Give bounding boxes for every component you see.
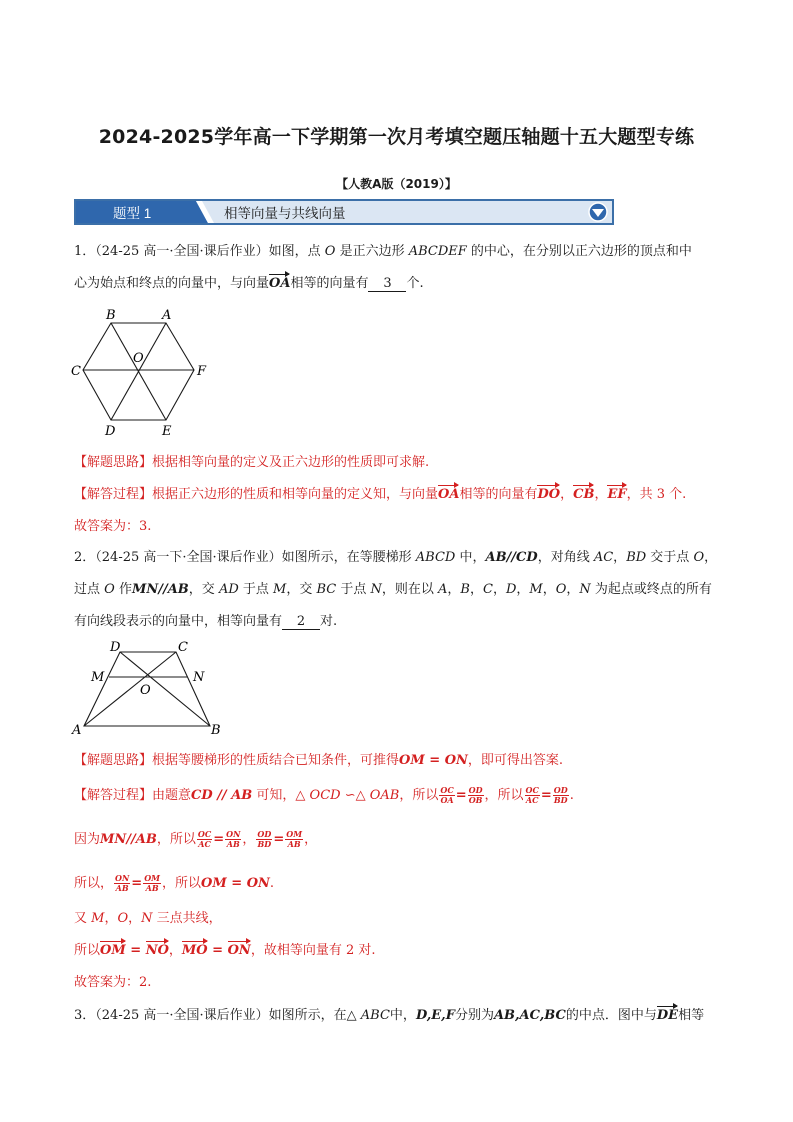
document-title: 2024-2025学年高一下学期第一次月考填空题压轴题十五大题型专练 [98, 126, 695, 148]
q2-line2: 过点 O 作MN//AB，交 AD 于点 M，交 BC 于点 N，则在以 A，B，C，D，M，O，N 为起点或终点的所有 [74, 582, 712, 597]
label-e: E [162, 424, 172, 439]
q2-step5: 所以OM = NO，MO = ON，故相等向量有 2 对. [74, 943, 376, 958]
label-c: C [178, 640, 188, 655]
q2-line1: 2．（24-25 高一下·全国·课后作业）如图所示，在等腰梯形 ABCD 中，AB//CD，对角线 AC，BD 交于点 O， [74, 550, 718, 565]
label-n: N [193, 670, 205, 685]
q2-process: 【解答过程】由题意CD // AB 可知，△ OCD ∽△ OAB，所以 $\frac{OC}{OA}$ = $\frac{OD}{OB}$ ，所以 $\frac{OC}{AC}$ = $\frac{OD}{BD}$ . [74, 785, 574, 805]
q2-step3: 所以， $\frac{ON}{AB}$ = $\frac{OM}{AB}$ ，所以OM = ON. [74, 873, 275, 893]
label-b: B [106, 308, 116, 323]
document-subtitle: 【人教A版（2019）】 [336, 177, 457, 191]
answer-blank: 2 [282, 614, 320, 630]
label-a: A [162, 308, 172, 323]
q2-step4: 又 M，O，N 三点共线， [74, 911, 222, 926]
q1-line2: 心为始点和终点的向量中，与向量OA相等的向量有 3 个. [74, 276, 424, 291]
section-label: 题型 1 [113, 206, 152, 221]
q1-hint: 【解题思路】根据相等向量的定义及正六边形的性质即可求解. [74, 455, 430, 470]
label-f: F [197, 364, 207, 379]
label-d: D [105, 424, 116, 439]
label-b: B [211, 723, 221, 738]
label-o: O [133, 351, 144, 366]
label-m: M [91, 670, 105, 685]
q2-step2: 因为MN//AB，所以 $\frac{OC}{AC}$ = $\frac{ON}{AB}$ ， $\frac{OD}{BD}$ = $\frac{OM}{AB}$ ， [74, 829, 318, 849]
q1-process: 【解答过程】根据正六边形的性质和相等向量的定义知，与向量OA相等的向量有DO，CB，EF，共 3 个. [74, 487, 687, 502]
label-d: D [110, 640, 121, 655]
label-a: A [72, 723, 82, 738]
label-o: O [140, 683, 151, 698]
vector-de: DE [656, 1008, 679, 1023]
label-c: C [71, 364, 81, 379]
q3-line1: 3．（24-25 高一·全国·课后作业）如图所示，在△ ABC中，D,E,F分别为AB,AC,BC的中点．图中与DE相等 [74, 1008, 705, 1023]
section-topic: 相等向量与共线向量 [224, 206, 346, 222]
hexagon-figure [66, 304, 216, 440]
chevron-down-icon[interactable] [589, 203, 607, 221]
trapezoid-figure [66, 638, 236, 742]
q2-hint: 【解题思路】根据等腰梯形的性质结合已知条件，可推得OM = ON，即可得出答案. [74, 753, 564, 768]
q1-line1: 1．（24-25 高一·全国·课后作业）如图，点 O 是正六边形 ABCDEF 的中心，在分别以正六边形的顶点和中 [74, 244, 692, 259]
q2-answer: 故答案为：2. [74, 975, 152, 990]
answer-blank: 3 [368, 276, 406, 292]
q1-answer: 故答案为：3. [74, 519, 152, 534]
q2-line3: 有向线段表示的向量中，相等向量有 2 对. [74, 614, 338, 629]
vector-oa: OA [269, 276, 291, 291]
